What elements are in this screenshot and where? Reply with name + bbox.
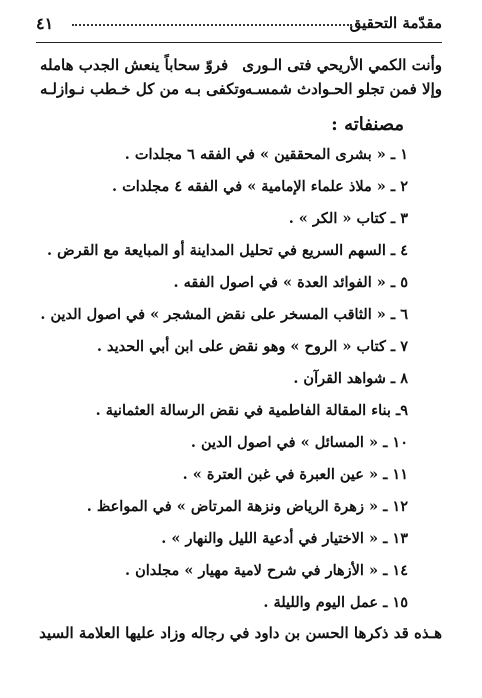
verse-1-second-hemistich: فروّ سحاباً ينعش الجدب هامله	[40, 56, 229, 74]
verse-1-first-hemistich: وأنت الكمي الأريحي فتى الـورى	[242, 56, 442, 74]
work-item: ٣ ـ كتاب « الكر » .	[288, 210, 408, 227]
work-item: ٢ ـ « ملاذ علماء الإمامية » في الفقه ٤ مجلدات .	[111, 178, 408, 195]
page-number: ٤١	[36, 14, 54, 33]
work-item: ١٤ ـ « الأزهار في شرح لامية مهيار » مجلدان .	[124, 562, 408, 579]
work-item: ٦ ـ « الثاقب المسخر على نقض المشجر » في اصول الدين .	[40, 306, 408, 323]
section-heading: مصنفاته :	[331, 114, 404, 135]
verse-2-second-hemistich: وتكفى بـه من كل خـطب نـوازلـه	[40, 80, 246, 98]
work-item: ٨ ـ شواهد القرآن .	[293, 370, 408, 387]
work-item: ١٣ ـ « الاختيار في أدعية الليل والنهار » .	[161, 530, 408, 547]
work-item: ١٢ ـ « زهرة الرياض ونزهة المرتاض » في المواعظ .	[86, 498, 408, 515]
closing-paragraph-line: هـذه قد ذكرها الحسن بن داود في رجاله وزاد عليها العلامة السيد	[39, 624, 442, 642]
work-item: ١٥ ـ عمل اليوم والليلة .	[263, 594, 408, 611]
work-item: ١ ـ « بشرى المحققين » في الفقه ٦ مجلدات .	[124, 146, 408, 163]
work-item: ١٠ ـ « المسائل » في اصول الدين .	[190, 434, 408, 451]
work-item: ٥ ـ « الفوائد العدة » في اصول الفقه .	[173, 274, 408, 291]
work-item: ٧ ـ كتاب « الروح » وهو نقض على ابن أبي الحديد .	[96, 338, 408, 355]
work-item: ٩ـ بناء المقالة الفاطمية في نقض الرسالة العثمانية .	[95, 402, 408, 419]
work-item: ٤ ـ السهم السريع في تحليل المداينة أو المبايعة مع القرض .	[47, 242, 408, 259]
header-rule	[36, 42, 442, 43]
work-item: ١١ ـ « عين العبرة في غبن العترة » .	[182, 466, 408, 483]
running-header-title: مقدّمة التحقيق	[349, 14, 442, 32]
verse-2-first-hemistich: وإلا فمن تجلو الحـوادث شمسـه	[244, 80, 442, 98]
header-dotted-leader	[72, 24, 352, 26]
